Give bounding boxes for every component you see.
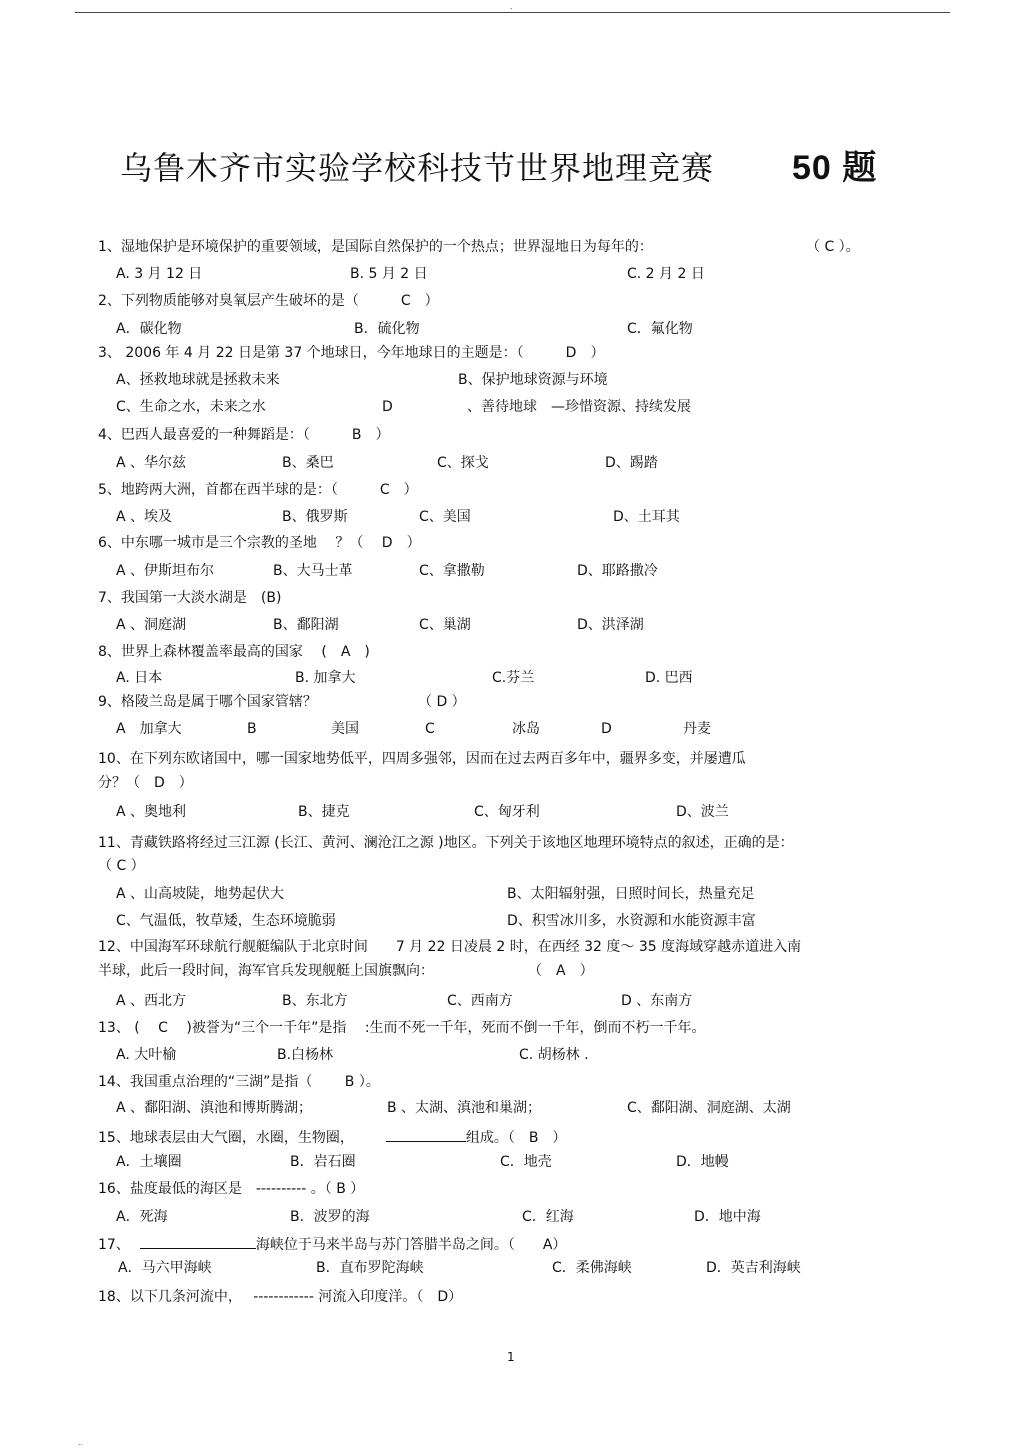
option-5c: C、美国: [419, 509, 471, 525]
option-3a: A、拯救地球就是拯救未来: [116, 372, 280, 388]
option-6d: D、耶路撒冷: [577, 563, 658, 579]
option-9a: A 加拿大: [116, 721, 182, 737]
question-3: 3、 2006 年 4 月 22 日是第 37 个地球日，今年地球日的主题是：（ D ）: [98, 345, 605, 361]
option-4b: B、桑巴: [282, 455, 334, 471]
option-5b: B、俄罗斯: [282, 509, 348, 525]
question-18: 18、以下几条河流中， ------------ 河流入印度洋。（ D）: [98, 1289, 463, 1305]
option-6a: A 、伊斯坦布尔: [116, 563, 215, 579]
option-15b: B．岩石圈: [290, 1154, 356, 1170]
option-9d-text: 丹麦: [683, 721, 711, 737]
question-17: [98, 1234, 566, 1254]
header-mark: .: [510, 2, 513, 11]
option-7d: D、洪泽湖: [577, 617, 644, 633]
option-4c: C、探戈: [437, 455, 489, 471]
option-12a: A 、西北方: [116, 993, 187, 1009]
option-16b: B．波罗的海: [290, 1209, 370, 1225]
option-1c: C. 2 月 2 日: [627, 266, 705, 282]
option-9b-letter: B: [247, 721, 257, 737]
option-16a: A．死海: [116, 1209, 168, 1225]
option-10b: B、捷克: [298, 804, 350, 820]
option-2b: B．硫化物: [354, 321, 420, 337]
option-6c: C、拿撒勒: [419, 563, 485, 579]
answer-9: （ D ）: [418, 694, 466, 710]
answer-1: （ C ）。: [806, 239, 860, 255]
option-15a: A．土壤圈: [116, 1154, 182, 1170]
option-9c-text: 冰岛: [512, 721, 540, 737]
title-text: 乌鲁木齐市实验学校科技节世界地理竞赛: [120, 149, 715, 187]
question-13: 13、 ( C )被誉为“三个一千年”是指 :生而不死一千年，死而不倒一千年，倒而不朽一千年。: [98, 1020, 706, 1036]
option-1b: B. 5 月 2 日: [350, 266, 428, 282]
option-15c: C．地壳: [500, 1154, 552, 1170]
option-1a: A. 3 月 12 日: [116, 266, 203, 282]
option-3b: B、保护地球资源与环境: [458, 372, 608, 388]
option-11d: D、积雪冰川多，水资源和水能资源丰富: [507, 913, 756, 929]
option-13c: C. 胡杨林 .: [519, 1047, 589, 1063]
option-16c: C．红海: [522, 1209, 574, 1225]
title-count: 50 题: [792, 149, 878, 187]
option-9c-letter: C: [425, 721, 435, 737]
option-11b: B、太阳辐射强，日照时间长，热量充足: [507, 886, 755, 902]
question-17-text: 海峡位于马来半岛与苏门答腊半岛之间。（ A）: [255, 1237, 567, 1253]
option-7b: B、鄱阳湖: [273, 617, 339, 633]
option-8d: D. 巴西: [645, 670, 693, 686]
question-11-cont: （ C ）: [98, 858, 145, 874]
option-8c: C.芬兰: [492, 670, 535, 686]
option-9b-text: 美国: [331, 721, 359, 737]
option-12b: B、东北方: [282, 993, 348, 1009]
question-5: 5、地跨两大洲，首都在西半球的是：（ C ）: [98, 482, 418, 498]
option-17c: C．柔佛海峡: [552, 1260, 632, 1276]
option-10d: D、波兰: [676, 804, 729, 820]
option-3d-letter: D: [382, 399, 393, 415]
question-12: 12、中国海军环球航行舰艇编队于北京时间 7 月 22 日凌晨 2 时，在西经 32 度～ 35 度海域穿越赤道进入南: [98, 939, 802, 955]
option-11c: C、气温低，牧草矮，生态环境脆弱: [116, 913, 336, 929]
question-10-cont: 分？（ D ）: [98, 775, 193, 791]
option-4a: A 、华尔兹: [116, 455, 187, 471]
footer-mark: ..: [78, 1438, 84, 1447]
option-5d: D、土耳其: [613, 509, 680, 525]
option-2a: A．碳化物: [116, 321, 182, 337]
question-15-tail: 组成。（ B ）: [465, 1130, 567, 1146]
option-15d: D．地幔: [676, 1154, 729, 1170]
option-3c: C、生命之水，未来之水: [116, 399, 266, 415]
option-14c: C、鄱阳湖、洞庭湖、太湖: [627, 1100, 791, 1116]
fill-blank: [386, 1127, 466, 1142]
option-2c: C．氟化物: [627, 321, 693, 337]
option-8a: A. 日本: [116, 670, 163, 686]
question-1: 1、湿地保护是环境保护的重要领域，是国际自然保护的一个热点；世界湿地日为每年的：: [98, 239, 653, 255]
option-3d-text: 、善待地球 —珍惜资源、持续发展: [467, 399, 691, 415]
option-7c: C、巢湖: [419, 617, 471, 633]
page-title: [120, 140, 877, 189]
page-number: 1: [507, 1350, 515, 1364]
question-9: 9、格陵兰岛是属于哪个国家管辖？: [98, 694, 317, 710]
option-4d: D、踢踏: [605, 455, 658, 471]
question-15: [98, 1127, 566, 1147]
answer-12: （ A ）: [528, 963, 594, 979]
option-6b: B、大马士革: [273, 563, 353, 579]
question-11: 11、青藏铁路将经过三江源 (长江、黄河、澜沧江之源 )地区。下列关于该地区地理环境特点的叙述，正确的是：: [98, 835, 794, 851]
question-12-cont: 半球，此后一段时间，海军官兵发现舰艇上国旗飘向：: [98, 963, 434, 979]
option-5a: A 、埃及: [116, 509, 173, 525]
option-17a: A．马六甲海峡: [118, 1260, 212, 1276]
question-6: 6、中东哪一城市是三个宗教的圣地 ？（ D ）: [98, 535, 421, 551]
option-14a: A 、鄱阳湖、滇池和博斯腾湖；: [116, 1100, 313, 1116]
question-10: 10、在下列东欧诸国中，哪一国家地势低平，四周多强邻，因而在过去两百多年中，疆界多变，并屡遭瓜: [98, 751, 746, 767]
question-8: 8、世界上森林覆盖率最高的国家 ( A ): [98, 644, 370, 660]
fill-blank: [140, 1234, 256, 1249]
option-7a: A 、洞庭湖: [116, 617, 187, 633]
option-17b: B．直布罗陀海峡: [316, 1260, 424, 1276]
option-16d: D．地中海: [694, 1209, 761, 1225]
header-rule: [75, 12, 950, 13]
option-12d: D 、东南方: [621, 993, 693, 1009]
question-17-number: 17、: [98, 1237, 130, 1253]
option-10a: A 、奥地利: [116, 804, 187, 820]
option-13b: B.白杨林: [277, 1047, 334, 1063]
option-17d: D．英吉利海峡: [706, 1260, 801, 1276]
option-12c: C、西南方: [447, 993, 513, 1009]
question-15-text: 15、地球表层由大气圈，水圈，生物圈，: [98, 1130, 354, 1146]
question-4: 4、巴西人最喜爱的一种舞蹈是：（ B ）: [98, 427, 390, 443]
question-2: 2、下列物质能够对臭氧层产生破坏的是（ C ）: [98, 293, 439, 309]
option-10c: C、匈牙利: [474, 804, 540, 820]
option-11a: A 、山高坡陡，地势起伏大: [116, 886, 285, 902]
question-7: 7、我国第一大淡水湖是 (B): [98, 590, 282, 606]
question-14: 14、我国重点治理的“三湖”是指（ B ）。: [98, 1074, 380, 1090]
option-9d-letter: D: [601, 721, 612, 737]
option-8b: B. 加拿大: [295, 670, 356, 686]
option-14b: B 、太湖、滇池和巢湖；: [387, 1100, 542, 1116]
option-13a: A. 大叶榆: [116, 1047, 177, 1063]
question-16: 16、盐度最低的海区是 ---------- 。（ B ）: [98, 1181, 365, 1197]
